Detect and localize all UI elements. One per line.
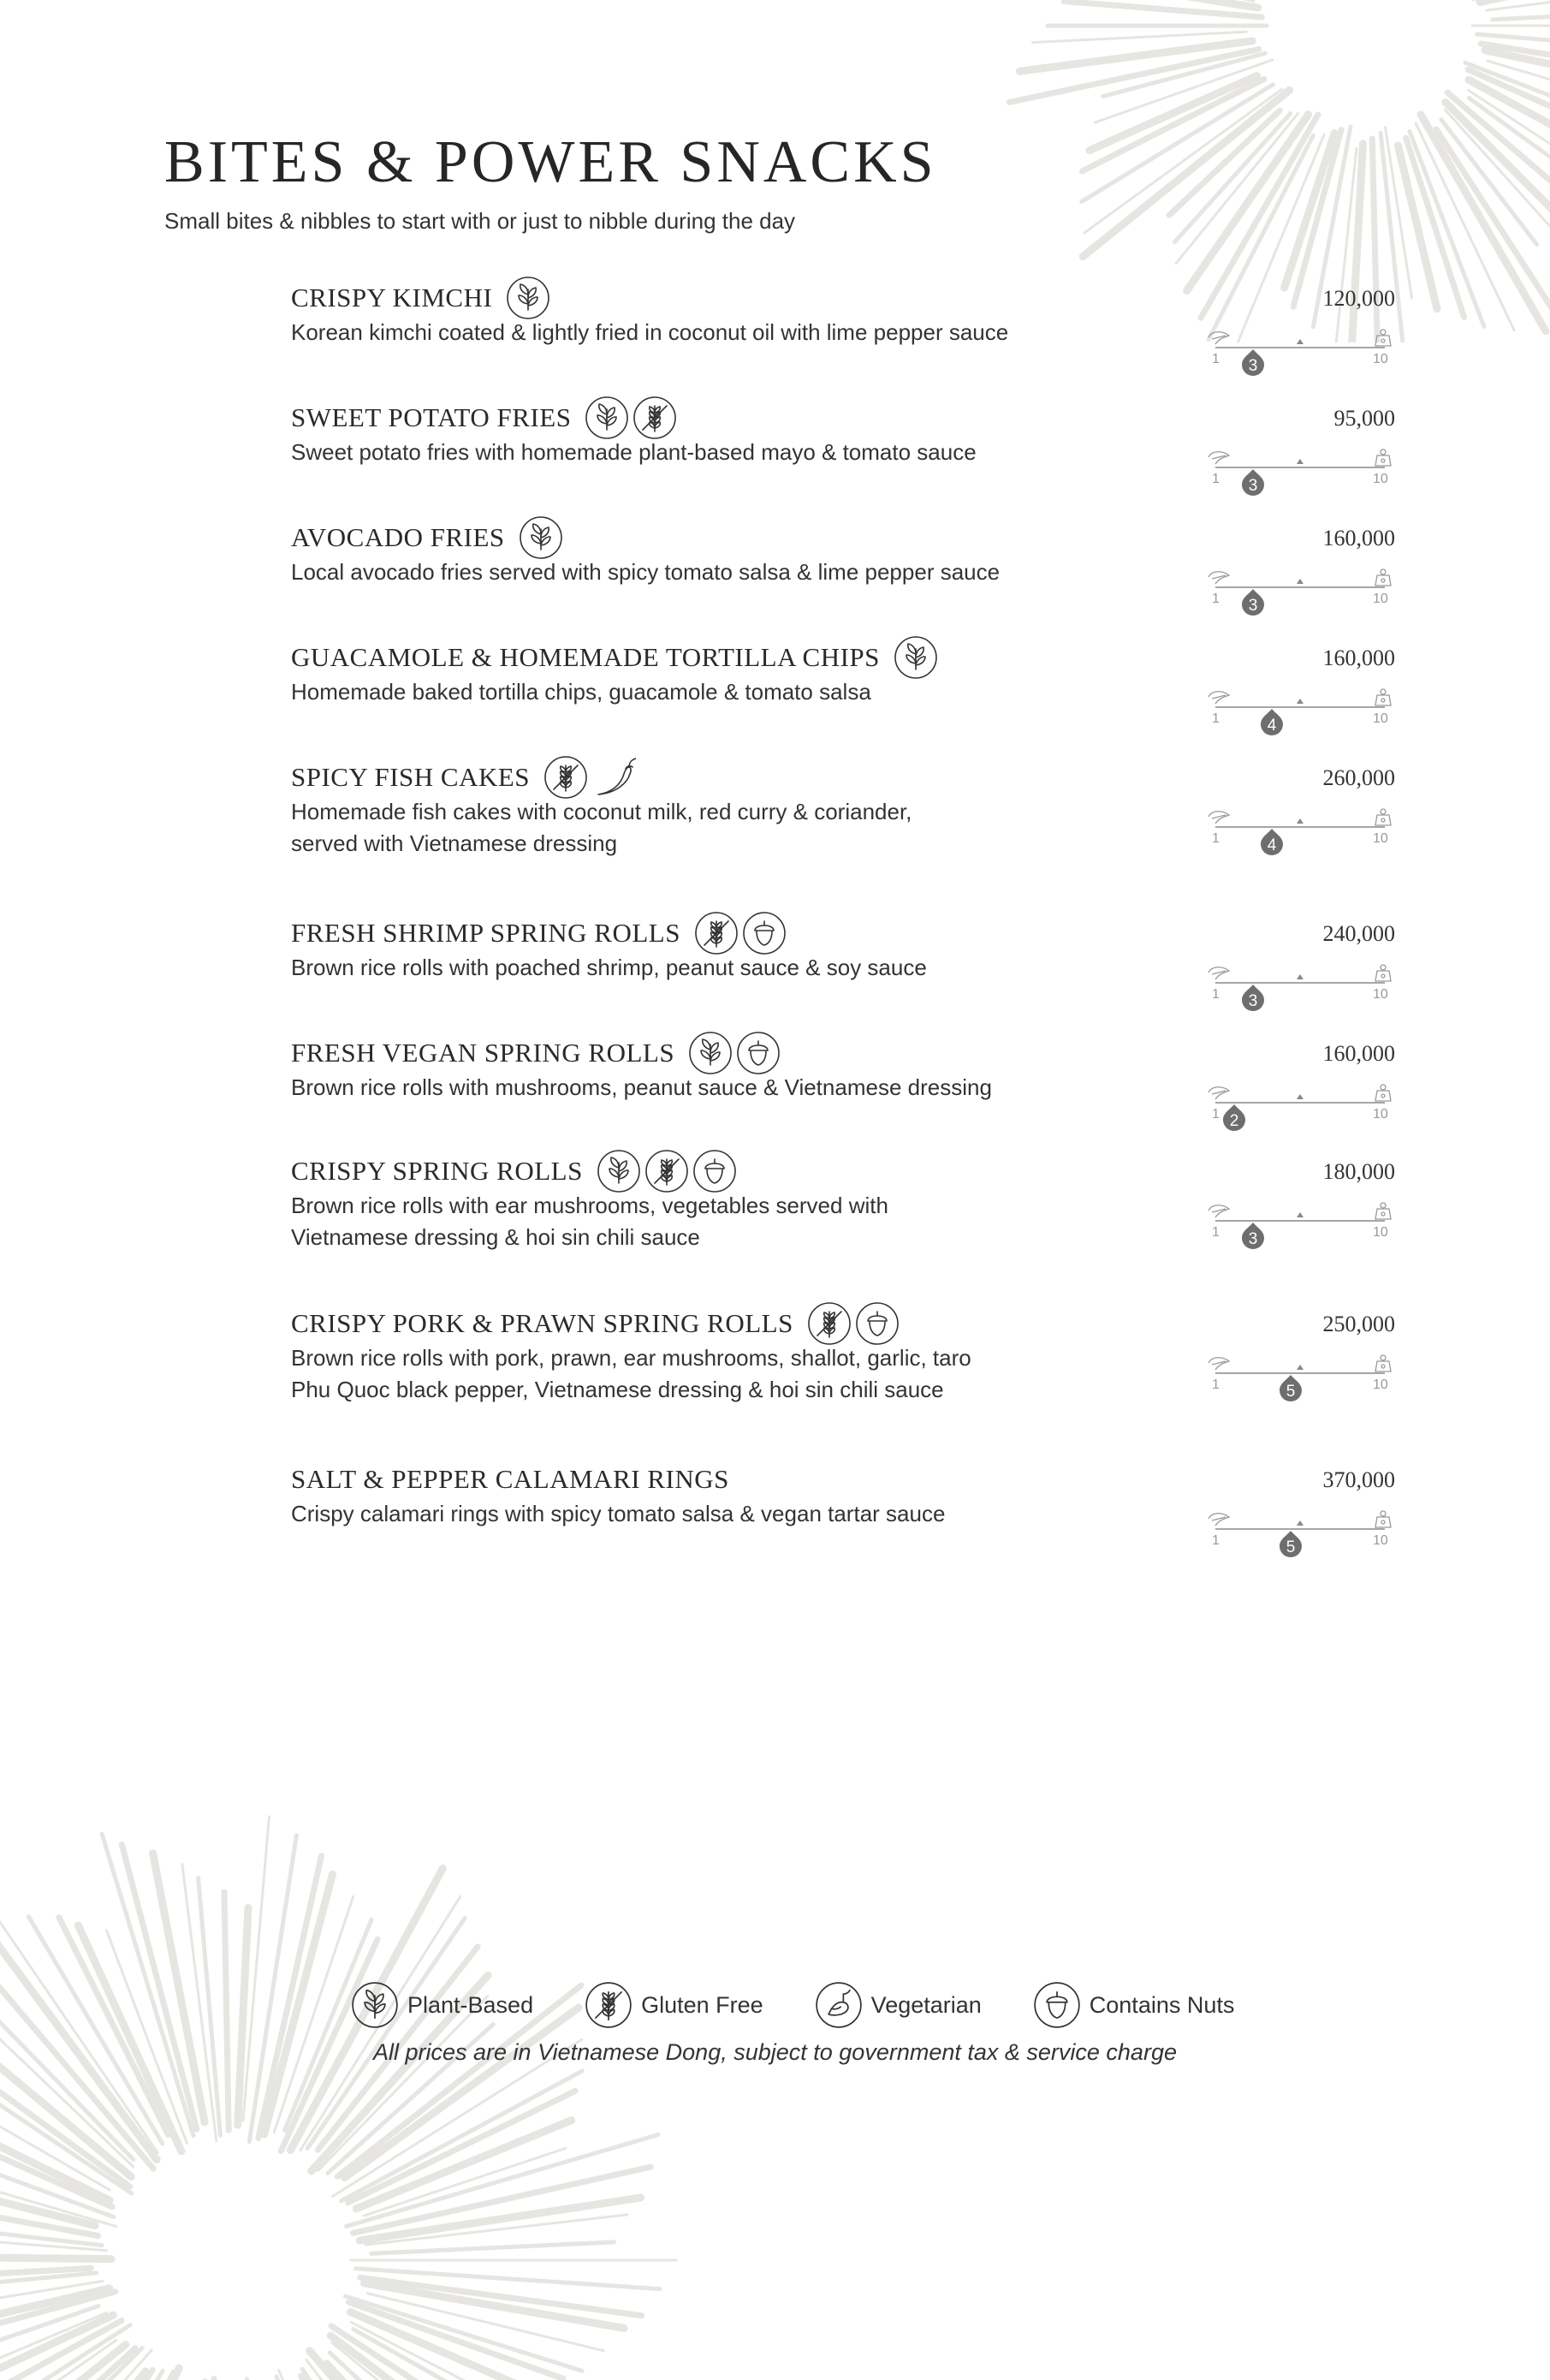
menu-item xyxy=(291,909,1395,1010)
feather-icon xyxy=(1209,812,1229,824)
spice-scale xyxy=(1203,962,1397,1014)
menu-item xyxy=(291,753,1395,860)
menu-item-description: Brown rice rolls with pork, prawn, ear mushrooms, shallot, garlic, taro xyxy=(291,1345,971,1371)
price-footnote: All prices are in Vietnamese Dong, subject to government tax & service charge xyxy=(373,2039,1177,2065)
menu-item-description: Local avocado fries served with spicy tomato salsa & lime pepper sauce xyxy=(291,559,1001,585)
menu-item-header xyxy=(291,753,1395,801)
scale-marker-value: 3 xyxy=(1248,1230,1258,1248)
plant-based-icon xyxy=(688,1031,733,1075)
scale-max-label: 10 xyxy=(1373,1225,1388,1240)
gluten-free-icon xyxy=(807,1301,852,1346)
menu-item-description: served with Vietnamese dressing xyxy=(291,830,618,856)
menu-item-header xyxy=(291,634,1395,681)
spice-scale xyxy=(1203,447,1397,498)
menu-item-price: 240,000 xyxy=(1322,921,1395,946)
scale-midpoint xyxy=(1297,1520,1304,1526)
legend-item-gluten-free xyxy=(585,1981,763,2029)
scale-min-label: 1 xyxy=(1212,1225,1220,1240)
contains-nuts-icon xyxy=(742,911,787,955)
scale-marker-value: 3 xyxy=(1248,357,1258,375)
legend-item-contains-nuts xyxy=(1033,1981,1235,2029)
contains-nuts-icon xyxy=(736,1031,781,1075)
scale-min-label: 1 xyxy=(1212,472,1220,486)
menu-item-price: 160,000 xyxy=(1322,646,1395,670)
plant-based-icon xyxy=(597,1149,641,1193)
scale-min-label: 1 xyxy=(1212,987,1220,1002)
scale-marker-value: 3 xyxy=(1248,597,1258,615)
dietary-legend xyxy=(351,1981,1286,2029)
feather-icon xyxy=(1209,1205,1229,1217)
plant-based-icon xyxy=(506,276,550,320)
decorative-burst-bottom-left xyxy=(0,1781,685,2380)
menu-item-header xyxy=(291,514,1395,562)
spice-scale xyxy=(1203,1353,1397,1404)
contains-nuts-icon xyxy=(692,1149,737,1193)
spice-scale xyxy=(1203,327,1397,378)
scale-marker-value: 3 xyxy=(1248,992,1258,1010)
scale-min-label: 1 xyxy=(1212,352,1220,366)
contains-nuts-icon xyxy=(855,1301,900,1346)
menu-item-header xyxy=(291,1147,1395,1195)
legend-item-vegetarian xyxy=(815,1981,982,2029)
spice-scale xyxy=(1203,1508,1397,1560)
spice-scale xyxy=(1203,1200,1397,1252)
spice-scale xyxy=(1203,567,1397,618)
weight-icon xyxy=(1375,449,1391,466)
gluten-free-icon xyxy=(543,755,588,800)
menu-item-name: FRESH VEGAN SPRING ROLLS xyxy=(291,1038,675,1068)
menu-item-description: Crispy calamari rings with spicy tomato salsa & vegan tartar sauce xyxy=(291,1501,946,1526)
feather-icon xyxy=(1209,452,1229,464)
scale-marker-value: 3 xyxy=(1248,477,1258,495)
menu-item-description: Homemade baked tortilla chips, guacamole & tomato salsa xyxy=(291,679,871,705)
menu-item-name: FRESH SHRIMP SPRING ROLLS xyxy=(291,918,680,948)
menu-item-price: 250,000 xyxy=(1322,1312,1395,1336)
feather-icon xyxy=(1209,572,1229,584)
weight-icon xyxy=(1375,1085,1391,1101)
menu-item-description: Brown rice rolls with mushrooms, peanut sauce & Vietnamese dressing xyxy=(291,1074,992,1100)
scale-min-label: 1 xyxy=(1212,711,1220,726)
scale-max-label: 10 xyxy=(1373,987,1388,1002)
menu-item xyxy=(291,1147,1395,1253)
scale-max-label: 10 xyxy=(1373,711,1388,726)
plant-based-icon xyxy=(894,635,938,680)
menu-item-description: Korean kimchi coated & lightly fried in coconut oil with lime pepper sauce xyxy=(291,319,1009,345)
dietary-icons xyxy=(894,635,938,680)
menu-item-header xyxy=(291,1300,1395,1348)
gluten-free-icon xyxy=(694,911,739,955)
legend-item-plant-based xyxy=(351,1981,533,2029)
dietary-icons xyxy=(585,396,677,440)
menu-item-name: GUACAMOLE & HOMEMADE TORTILLA CHIPS xyxy=(291,642,880,672)
menu-item-description: Brown rice rolls with poached shrimp, peanut sauce & soy sauce xyxy=(291,955,927,980)
menu-item-name: AVOCADO FRIES xyxy=(291,522,505,552)
weight-icon xyxy=(1375,330,1391,346)
feather-icon xyxy=(1209,1514,1229,1526)
menu-item-price: 260,000 xyxy=(1322,765,1395,790)
menu-item xyxy=(291,514,1395,615)
legend-label: Plant-Based xyxy=(407,1991,534,2018)
gluten-free-icon xyxy=(632,396,677,440)
weight-icon xyxy=(1375,689,1391,705)
scale-midpoint xyxy=(1297,579,1304,584)
feather-icon xyxy=(1209,967,1229,979)
scale-min-label: 1 xyxy=(1212,592,1220,606)
dietary-icons xyxy=(807,1301,900,1346)
menu-item xyxy=(291,274,1395,375)
menu-item-name: SWEET POTATO FRIES xyxy=(291,402,572,432)
scale-midpoint xyxy=(1297,339,1304,344)
weight-icon xyxy=(1375,809,1391,825)
menu-item-header xyxy=(291,1029,1395,1077)
menu-item-description: Phu Quoc black pepper, Vietnamese dressing & hoi sin chili sauce xyxy=(291,1377,944,1402)
menu-item-name: CRISPY PORK & PRAWN SPRING ROLLS xyxy=(291,1308,793,1338)
menu-item-description: Brown rice rolls with ear mushrooms, vegetables served with xyxy=(291,1193,888,1218)
weight-icon xyxy=(1375,1355,1391,1371)
scale-min-label: 1 xyxy=(1212,1533,1220,1548)
menu-item-header xyxy=(291,909,1395,957)
scale-midpoint xyxy=(1297,1365,1304,1370)
scale-marker-value: 4 xyxy=(1267,836,1277,854)
dietary-icons xyxy=(597,1149,737,1193)
scale-marker-value: 5 xyxy=(1286,1383,1296,1401)
dietary-icons xyxy=(519,515,563,560)
menu-item xyxy=(291,1455,1395,1556)
scale-max-label: 10 xyxy=(1373,831,1388,846)
scale-marker-value: 4 xyxy=(1267,717,1277,735)
menu-item-price: 95,000 xyxy=(1333,406,1395,431)
scale-max-label: 10 xyxy=(1373,1533,1388,1548)
menu-item-name: SALT & PEPPER CALAMARI RINGS xyxy=(291,1464,729,1494)
scale-midpoint xyxy=(1297,974,1304,979)
chili-icon xyxy=(591,755,636,800)
spice-scale xyxy=(1203,1082,1397,1133)
dietary-icons xyxy=(506,276,550,320)
scale-marker-value: 5 xyxy=(1286,1538,1296,1556)
menu-header xyxy=(164,129,937,235)
menu-item-price: 370,000 xyxy=(1322,1467,1395,1492)
scale-max-label: 10 xyxy=(1373,592,1388,606)
scale-max-label: 10 xyxy=(1373,1107,1388,1122)
scale-midpoint xyxy=(1297,818,1304,824)
menu-item-header xyxy=(291,274,1395,322)
plant-based-icon xyxy=(519,515,563,560)
scale-min-label: 1 xyxy=(1212,831,1220,846)
legend-label: Gluten Free xyxy=(641,1991,763,2018)
gluten-free-icon xyxy=(644,1149,689,1193)
scale-max-label: 10 xyxy=(1373,472,1388,486)
spice-scale xyxy=(1203,687,1397,738)
menu-item-description: Homemade fish cakes with coconut milk, red curry & coriander, xyxy=(291,799,912,824)
weight-icon xyxy=(1375,965,1391,981)
menu-item xyxy=(291,394,1395,495)
menu-item xyxy=(291,634,1395,735)
scale-max-label: 10 xyxy=(1373,1377,1388,1392)
menu-item-price: 160,000 xyxy=(1322,1041,1395,1066)
feather-icon xyxy=(1209,332,1229,344)
scale-marker-value: 2 xyxy=(1229,1112,1239,1130)
menu-item-header xyxy=(291,1455,1395,1503)
scale-max-label: 10 xyxy=(1373,352,1388,366)
scale-midpoint xyxy=(1297,699,1304,704)
scale-midpoint xyxy=(1297,1094,1304,1099)
feather-icon xyxy=(1209,1087,1229,1099)
contains-nuts-icon xyxy=(1033,1981,1081,2029)
feather-icon xyxy=(1209,692,1229,704)
menu-item xyxy=(291,1300,1395,1406)
dietary-icons xyxy=(688,1031,781,1075)
menu-item-description: Sweet potato fries with homemade plant-based mayo & tomato sauce xyxy=(291,439,977,465)
menu-item xyxy=(291,1029,1395,1130)
spice-scale xyxy=(1203,806,1397,858)
weight-icon xyxy=(1375,1203,1391,1219)
legend-label: Contains Nuts xyxy=(1089,1991,1235,2018)
menu-item-name: CRISPY KIMCHI xyxy=(291,283,493,312)
menu-item-description: Vietnamese dressing & hoi sin chili sauce xyxy=(291,1224,700,1250)
menu-item-header xyxy=(291,394,1395,442)
scale-midpoint xyxy=(1297,459,1304,464)
plant-based-icon xyxy=(585,396,629,440)
menu-item-price: 180,000 xyxy=(1322,1159,1395,1184)
legend-label: Vegetarian xyxy=(870,1991,982,2018)
feather-icon xyxy=(1209,1358,1229,1370)
page-title: BITES & POWER SNACKS xyxy=(164,129,937,195)
plant-based-icon xyxy=(351,1981,399,2029)
gluten-free-icon xyxy=(585,1981,632,2029)
menu-item-name: SPICY FISH CAKES xyxy=(291,762,531,792)
scale-midpoint xyxy=(1297,1212,1304,1217)
page-subtitle: Small bites & nibbles to start with or just to nibble during the day xyxy=(164,208,796,234)
scale-min-label: 1 xyxy=(1212,1377,1220,1392)
dietary-icons xyxy=(543,755,636,800)
menu-item-price: 120,000 xyxy=(1322,286,1395,311)
weight-icon xyxy=(1375,1511,1391,1527)
dietary-icons xyxy=(694,911,787,955)
scale-min-label: 1 xyxy=(1212,1107,1220,1122)
vegetarian-icon xyxy=(815,1981,863,2029)
menu-item-price: 160,000 xyxy=(1322,526,1395,550)
weight-icon xyxy=(1375,569,1391,586)
menu-item-name: CRISPY SPRING ROLLS xyxy=(291,1156,583,1186)
